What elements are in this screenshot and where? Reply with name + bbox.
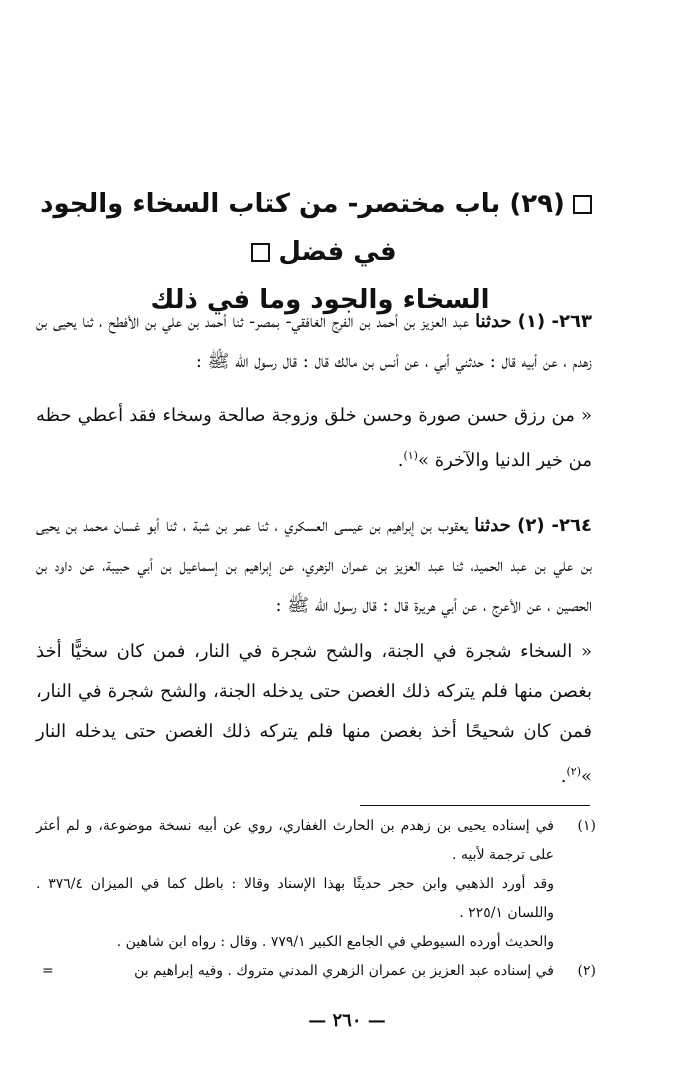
hadith-lead: حدثنا bbox=[474, 515, 511, 536]
hadith-text: عبد العزيز بن أحمد بن الفرج الغافقي- بمصر- ثنا أحمد بن علي بن الأفطح ، ثنا يحيى بن زهدم ، عن أبيه قال : حدثني أبي ، عن أنس بن مالك قال : قال رسول الله ﷺ : bbox=[36, 311, 592, 372]
hadith-264 bbox=[36, 506, 592, 797]
footnote-divider bbox=[360, 805, 590, 806]
hadith-263 bbox=[36, 302, 592, 481]
footnote-text: في إسناده عبد العزيز بن عمران الزهري المدني متروك . وفيه إبراهيم بن bbox=[134, 963, 554, 979]
hadith-text: يعقوب بن إبراهيم بن عيسى العسكري ، ثنا عمر بن شبة ، ثنا أبو غسان محمد بن يحيى بن علي بن عبد الحميد، ثنا عبد العزيز بن عمران الزهري، عن إبراهيم بن إسماعيل بن أبي حبيبة، عن داود بن الحصين ، عن الأعرج ، عن أبي هريرة قال : قال رسول الله ﷺ : bbox=[36, 515, 592, 616]
footnote-number: (٢) bbox=[577, 963, 596, 979]
hadith-lead: حدثنا bbox=[475, 311, 512, 332]
footnote-1-continued: وقد أورد الذهبي وابن حجر حديثًا بهذا الإسناد وقالا : باطل كما في الميزان ٣٧٦/٤ . واللسان ٢٢٥/١ . bbox=[36, 876, 554, 921]
chapter-title-line-1: (٢٩) باب مختصر- من كتاب السخاء والجود في فضل bbox=[40, 180, 600, 276]
footnote-number: (١) bbox=[577, 818, 596, 834]
square-ornament-icon bbox=[251, 243, 270, 262]
hadith-264-isnad bbox=[36, 506, 592, 626]
footnotes bbox=[36, 812, 596, 986]
footnote-text-wrap bbox=[36, 957, 554, 986]
page-number: — ٢٦٠ — bbox=[308, 1010, 386, 1031]
hadith-264-matn: « السخاء شجرة في الجنة، والشح شجرة في النار، فمن كان سخيًّا أخذ بغصن منها فلم يتركه ذلك الغصن حتى يدخله الجنة، والشح شجرة في النار، فمن كان شحيحًا أخذ بغصن منها فلم يتركه ذلك الغصن حتى يدخله النار »$^{(٢)}$. bbox=[36, 641, 592, 787]
footnote-2 bbox=[36, 957, 596, 986]
square-ornament-icon bbox=[573, 195, 592, 214]
hadith-263-matn: « من رزق حسن صورة وحسن خلق وزوجة صالحة وسخاء فقد أعطي حظه من خير الدنيا والآخرة »$^{(١)}$. bbox=[36, 405, 592, 471]
hadith-number: ٢٦٣- (١) bbox=[517, 311, 592, 332]
hadith-263-isnad bbox=[36, 302, 592, 382]
footnote-1 bbox=[36, 812, 596, 870]
footnote-reference: (٢) bbox=[566, 765, 581, 778]
hadith-number: ٢٦٤- (٢) bbox=[517, 515, 592, 536]
chapter-title-line-2: السخاء والجود وما في ذلك bbox=[150, 285, 490, 315]
footnote-reference: (١) bbox=[403, 449, 418, 462]
footnote-1-continued: والحديث أورده السيوطي في الجامع الكبير ٧٧٩/١ . وقال : رواه ابن شاهين . bbox=[116, 934, 554, 950]
footnote-text: في إسناده يحيى بن زهدم بن الحارث الغفاري، روي عن أبيه نسخة موضوعة، و لم أعثر على ترجمة لأبيه . bbox=[36, 818, 554, 863]
continuation-mark: = bbox=[42, 963, 54, 979]
hadith-quote: « من رزق حسن صورة وحسن خلق وزوجة صالحة وسخاء فقد أعطي حظه من خير الدنيا والآخرة » bbox=[36, 405, 592, 471]
hadith-quote: « السخاء شجرة في الجنة، والشح شجرة في النار، فمن كان سخيًّا أخذ بغصن منها فلم يتركه ذلك الغصن حتى يدخله الجنة، والشح شجرة في النار، فمن كان شحيحًا أخذ بغصن منها فلم يتركه ذلك الغصن حتى يدخله النار » bbox=[36, 641, 592, 787]
